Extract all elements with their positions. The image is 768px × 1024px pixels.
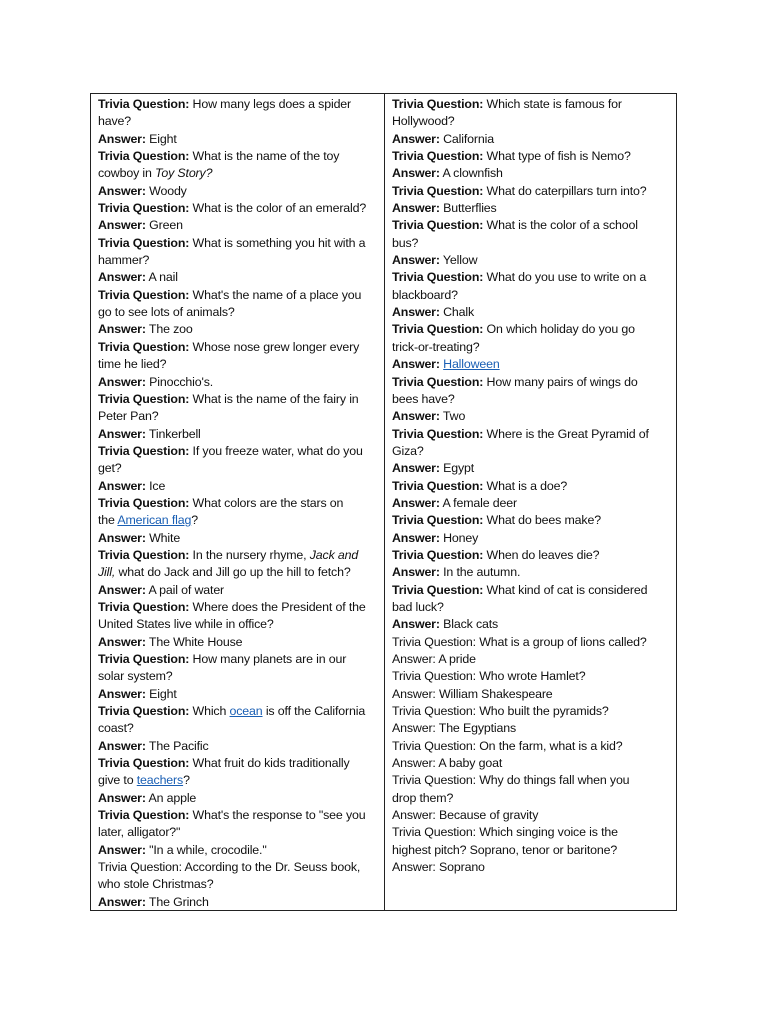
- line-text: How many pairs of wings do: [483, 374, 638, 389]
- answer-label: Answer:: [392, 461, 440, 476]
- line-text: the: [98, 513, 118, 528]
- text-line: [98, 356, 378, 373]
- answer-label: Answer:: [98, 374, 146, 389]
- text-line: [98, 720, 378, 737]
- line-text: What's the name of a place you: [189, 287, 362, 302]
- line-text: Trivia Question: Why do things fall when you: [392, 773, 630, 788]
- right-column: [385, 94, 676, 910]
- question-label: Trivia Question:: [98, 235, 190, 250]
- line-text: Eight: [145, 686, 177, 701]
- text-line: [98, 478, 378, 495]
- text-line: [392, 720, 670, 737]
- line-text: Trivia Question: According to the Dr. Seuss book,: [98, 860, 361, 875]
- text-line: [98, 374, 378, 391]
- answer-label: Answer:: [98, 131, 146, 146]
- line-text: Giza?: [392, 443, 424, 458]
- text-line: [392, 200, 670, 217]
- line-text: go to see lots of animals?: [98, 305, 235, 320]
- line-text: What type of fish is Nemo?: [483, 149, 631, 164]
- answer-label: Answer:: [98, 183, 146, 198]
- text-line: [98, 495, 378, 512]
- question-label: Trivia Question:: [392, 374, 484, 389]
- line-text: Butterflies: [439, 201, 497, 216]
- hyperlink[interactable]: ocean: [229, 704, 263, 719]
- text-line: [392, 738, 670, 755]
- line-text: United States live while in office?: [98, 617, 274, 632]
- text-line: [98, 113, 378, 130]
- text-line: [98, 564, 378, 581]
- answer-label: Answer:: [98, 322, 146, 337]
- line-text: The Pacific: [145, 738, 209, 753]
- answer-label: Answer:: [392, 565, 440, 580]
- line-text: Two: [439, 409, 466, 424]
- line-text: ?: [191, 513, 198, 528]
- answer-label: Answer:: [392, 530, 440, 545]
- trivia-table: [90, 93, 677, 911]
- answer-label: Answer:: [98, 218, 146, 233]
- line-text: have?: [98, 114, 132, 129]
- line-text: time he lied?: [98, 357, 167, 372]
- text-line: [392, 478, 670, 495]
- line-text: What is the color of an emerald?: [189, 201, 367, 216]
- text-line: [98, 235, 378, 252]
- text-line: [392, 599, 670, 616]
- text-line: [98, 547, 378, 564]
- text-line: [392, 634, 670, 651]
- text-line: [392, 564, 670, 581]
- question-label: Trivia Question:: [392, 513, 484, 528]
- line-text: Whose nose grew longer every: [189, 339, 360, 354]
- text-line: [392, 217, 670, 234]
- text-line: [392, 530, 670, 547]
- text-line: [392, 356, 670, 373]
- text-line: [98, 304, 378, 321]
- answer-label: Answer:: [392, 131, 440, 146]
- line-text: highest pitch? Soprano, tenor or baritone?: [392, 842, 618, 857]
- hyperlink[interactable]: teachers: [136, 773, 184, 788]
- question-label: Trivia Question:: [392, 426, 484, 441]
- answer-label: Answer:: [98, 894, 146, 909]
- text-line: [98, 391, 378, 408]
- line-text: Ice: [145, 478, 166, 493]
- line-text: Green: [145, 218, 183, 233]
- text-line: [392, 772, 670, 789]
- text-line: [98, 668, 378, 685]
- answer-label: Answer:: [98, 426, 146, 441]
- question-label: Trivia Question:: [98, 808, 190, 823]
- answer-label: Answer:: [98, 530, 146, 545]
- answer-label: Answer:: [98, 478, 146, 493]
- question-label: Trivia Question:: [98, 287, 190, 302]
- line-text: bees have?: [392, 391, 455, 406]
- line-text: How many planets are in our: [189, 652, 347, 666]
- line-text: blackboard?: [392, 287, 458, 302]
- line-text: How many legs does a spider: [189, 97, 352, 111]
- answer-label: Answer:: [98, 686, 146, 701]
- text-line: [98, 131, 378, 148]
- text-line: [98, 530, 378, 547]
- text-line: [98, 148, 378, 165]
- line-text: Trivia Question: Who wrote Hamlet?: [392, 669, 586, 684]
- line-text: What is the name of the fairy in: [189, 391, 359, 406]
- question-label: Trivia Question:: [392, 183, 484, 198]
- line-text: Chalk: [439, 305, 475, 320]
- text-line: [392, 96, 670, 113]
- line-text: cowboy in: [98, 166, 156, 181]
- line-text: What kind of cat is considered: [483, 582, 648, 597]
- question-label: Trivia Question:: [98, 704, 190, 719]
- line-text: Answer: A baby goat: [392, 756, 503, 771]
- line-text: Answer: William Shakespeare: [392, 686, 553, 701]
- left-column: [91, 94, 385, 910]
- line-text: Egypt: [439, 461, 475, 476]
- text-line: [98, 824, 378, 841]
- line-text: Trivia Question: Who built the pyramids?: [392, 704, 609, 719]
- line-text: What is the name of the toy: [189, 149, 340, 164]
- line-text: White: [145, 530, 181, 545]
- line-text: Eight: [145, 131, 177, 146]
- line-text: coast?: [98, 721, 134, 736]
- text-line: [98, 426, 378, 443]
- answer-label: Answer:: [98, 738, 146, 753]
- text-line: [392, 686, 670, 703]
- line-text: get?: [98, 461, 122, 476]
- question-label: Trivia Question:: [392, 582, 484, 597]
- text-line: [392, 790, 670, 807]
- text-line: [392, 148, 670, 165]
- answer-label: Answer:: [392, 253, 440, 268]
- question-label: Trivia Question:: [392, 547, 484, 562]
- text-line: [392, 859, 670, 876]
- line-text: Trivia Question: On the farm, what is a kid?: [392, 738, 623, 753]
- text-line: [392, 287, 670, 304]
- line-text: What is the color of a school: [483, 218, 638, 233]
- text-line: [98, 703, 378, 720]
- question-label: Trivia Question:: [392, 478, 484, 493]
- text-line: [98, 790, 378, 807]
- question-label: Trivia Question:: [392, 218, 484, 233]
- question-label: Trivia Question:: [98, 391, 190, 406]
- text-line: [392, 391, 670, 408]
- text-line: [98, 269, 378, 286]
- text-line: [98, 859, 378, 876]
- text-line: [98, 876, 378, 893]
- line-text: A female deer: [439, 495, 517, 510]
- text-line: [392, 824, 670, 841]
- line-text: Pinocchio's.: [145, 374, 214, 389]
- text-line: [98, 339, 378, 356]
- line-text: bus?: [392, 235, 419, 250]
- line-text: Trivia Question: What is a group of lions called?: [392, 634, 647, 649]
- text-line: [392, 807, 670, 824]
- line-text: What's the response to "see you: [189, 808, 366, 823]
- line-text: An apple: [145, 790, 197, 805]
- text-line: [392, 703, 670, 720]
- line-text: is off the California: [262, 704, 366, 719]
- line-text: Which: [189, 704, 230, 719]
- text-line: [98, 165, 378, 182]
- line-text: Jack and: [309, 547, 359, 562]
- text-line: [392, 235, 670, 252]
- text-line: [98, 842, 378, 859]
- text-line: [392, 269, 670, 286]
- answer-label: Answer:: [98, 582, 146, 597]
- line-text: What do you use to write on a: [483, 270, 647, 285]
- text-line: [392, 443, 670, 460]
- text-line: [392, 252, 670, 269]
- line-text: The Grinch: [145, 894, 209, 909]
- line-text: Answer: Because of gravity: [392, 808, 539, 823]
- answer-label: Answer:: [98, 270, 146, 285]
- line-text: Yellow: [439, 253, 478, 268]
- line-text: bad luck?: [392, 599, 444, 614]
- text-line: [392, 651, 670, 668]
- answer-label: Answer:: [392, 201, 440, 216]
- line-text: What fruit do kids traditionally: [189, 756, 350, 771]
- line-text: drop them?: [392, 790, 454, 805]
- line-text: In the autumn.: [439, 565, 521, 580]
- text-line: [98, 252, 378, 269]
- question-label: Trivia Question:: [392, 270, 484, 285]
- answer-label: Answer:: [98, 842, 146, 857]
- answer-label: Answer:: [392, 409, 440, 424]
- line-text: What do caterpillars turn into?: [483, 183, 647, 198]
- line-text: ?: [183, 773, 190, 788]
- question-label: Trivia Question:: [98, 652, 190, 666]
- line-text: solar system?: [98, 669, 173, 684]
- line-text: who stole Christmas?: [98, 877, 214, 892]
- text-line: [98, 582, 378, 599]
- line-text: Jill,: [98, 565, 116, 580]
- line-text: Where does the President of the: [189, 599, 366, 614]
- question-label: Trivia Question:: [98, 599, 190, 614]
- text-line: [98, 408, 378, 425]
- text-line: [98, 321, 378, 338]
- question-label: Trivia Question:: [98, 756, 190, 771]
- text-line: [98, 651, 378, 668]
- line-text: In the nursery rhyme,: [189, 547, 310, 562]
- line-text: What colors are the stars on: [189, 495, 344, 510]
- text-line: [98, 772, 378, 789]
- text-line: [392, 304, 670, 321]
- text-line: [98, 443, 378, 460]
- line-text: Where is the Great Pyramid of: [483, 426, 649, 441]
- text-line: [98, 200, 378, 217]
- line-text: Answer: A pride: [392, 652, 476, 666]
- text-line: [392, 131, 670, 148]
- text-line: [392, 460, 670, 477]
- answer-label: Answer:: [392, 305, 440, 320]
- line-text: When do leaves die?: [483, 547, 600, 562]
- hyperlink[interactable]: American flag: [117, 513, 192, 528]
- text-line: [392, 512, 670, 529]
- text-line: [98, 755, 378, 772]
- question-label: Trivia Question:: [392, 97, 484, 111]
- question-label: Trivia Question:: [392, 149, 484, 164]
- line-text: What is a doe?: [483, 478, 568, 493]
- text-line: [392, 113, 670, 130]
- text-line: [98, 634, 378, 651]
- text-line: [98, 96, 378, 113]
- text-line: [98, 183, 378, 200]
- question-label: Trivia Question:: [98, 339, 190, 354]
- line-text: A clownfish: [439, 166, 503, 181]
- text-line: [98, 460, 378, 477]
- line-text: A pail of water: [145, 582, 225, 597]
- text-line: [392, 339, 670, 356]
- text-line: [392, 165, 670, 182]
- answer-label: Answer:: [392, 357, 440, 372]
- question-label: Trivia Question:: [98, 97, 190, 111]
- line-text: If you freeze water, what do you: [189, 443, 363, 458]
- line-text: On which holiday do you go: [483, 322, 635, 337]
- line-text: Answer: The Egyptians: [392, 721, 517, 736]
- question-label: Trivia Question:: [392, 322, 484, 337]
- line-text: Trivia Question: Which singing voice is the: [392, 825, 618, 840]
- line-text: trick-or-treating?: [392, 339, 480, 354]
- text-line: [392, 842, 670, 859]
- text-line: [392, 495, 670, 512]
- text-line: [392, 374, 670, 391]
- question-label: Trivia Question:: [98, 547, 190, 562]
- line-text: Woody: [145, 183, 187, 198]
- text-line: [392, 668, 670, 685]
- line-text: Toy Story?: [155, 166, 213, 181]
- answer-label: Answer:: [98, 790, 146, 805]
- line-text: later, alligator?": [98, 825, 181, 840]
- line-text: give to: [98, 773, 137, 788]
- text-line: [392, 321, 670, 338]
- line-text: Hollywood?: [392, 114, 455, 129]
- question-label: Trivia Question:: [98, 149, 190, 164]
- answer-label: Answer:: [98, 634, 146, 649]
- line-text: Black cats: [439, 617, 499, 632]
- line-text: what do Jack and Jill go up the hill to fetch?: [115, 565, 351, 580]
- text-line: [98, 599, 378, 616]
- line-text: hammer?: [98, 253, 150, 268]
- text-line: [98, 287, 378, 304]
- line-text: "In a while, crocodile.": [145, 842, 267, 857]
- line-text: The White House: [145, 634, 243, 649]
- line-text: Which state is famous for: [483, 97, 622, 111]
- text-line: [392, 616, 670, 633]
- line-text: What do bees make?: [483, 513, 601, 528]
- text-line: [392, 426, 670, 443]
- text-line: [98, 217, 378, 234]
- line-text: What is something you hit with a: [189, 235, 366, 250]
- text-line: [98, 807, 378, 824]
- text-line: [392, 547, 670, 564]
- answer-label: Answer:: [392, 495, 440, 510]
- text-line: [98, 512, 378, 529]
- text-line: [392, 408, 670, 425]
- text-line: [98, 738, 378, 755]
- line-text: Answer: Soprano: [392, 860, 485, 875]
- question-label: Trivia Question:: [98, 495, 190, 510]
- line-text: Honey: [439, 530, 479, 545]
- answer-label: Answer:: [392, 166, 440, 181]
- text-line: [392, 183, 670, 200]
- text-line: [98, 686, 378, 703]
- question-label: Trivia Question:: [98, 443, 190, 458]
- hyperlink[interactable]: Halloween: [443, 357, 500, 372]
- line-text: Tinkerbell: [145, 426, 201, 441]
- text-line: [98, 894, 378, 911]
- text-line: [98, 616, 378, 633]
- line-text: A nail: [145, 270, 178, 285]
- line-text: California: [439, 131, 494, 146]
- answer-label: Answer:: [392, 617, 440, 632]
- text-line: [392, 755, 670, 772]
- line-text: The zoo: [145, 322, 193, 337]
- line-text: Peter Pan?: [98, 409, 159, 424]
- text-line: [392, 582, 670, 599]
- question-label: Trivia Question:: [98, 201, 190, 216]
